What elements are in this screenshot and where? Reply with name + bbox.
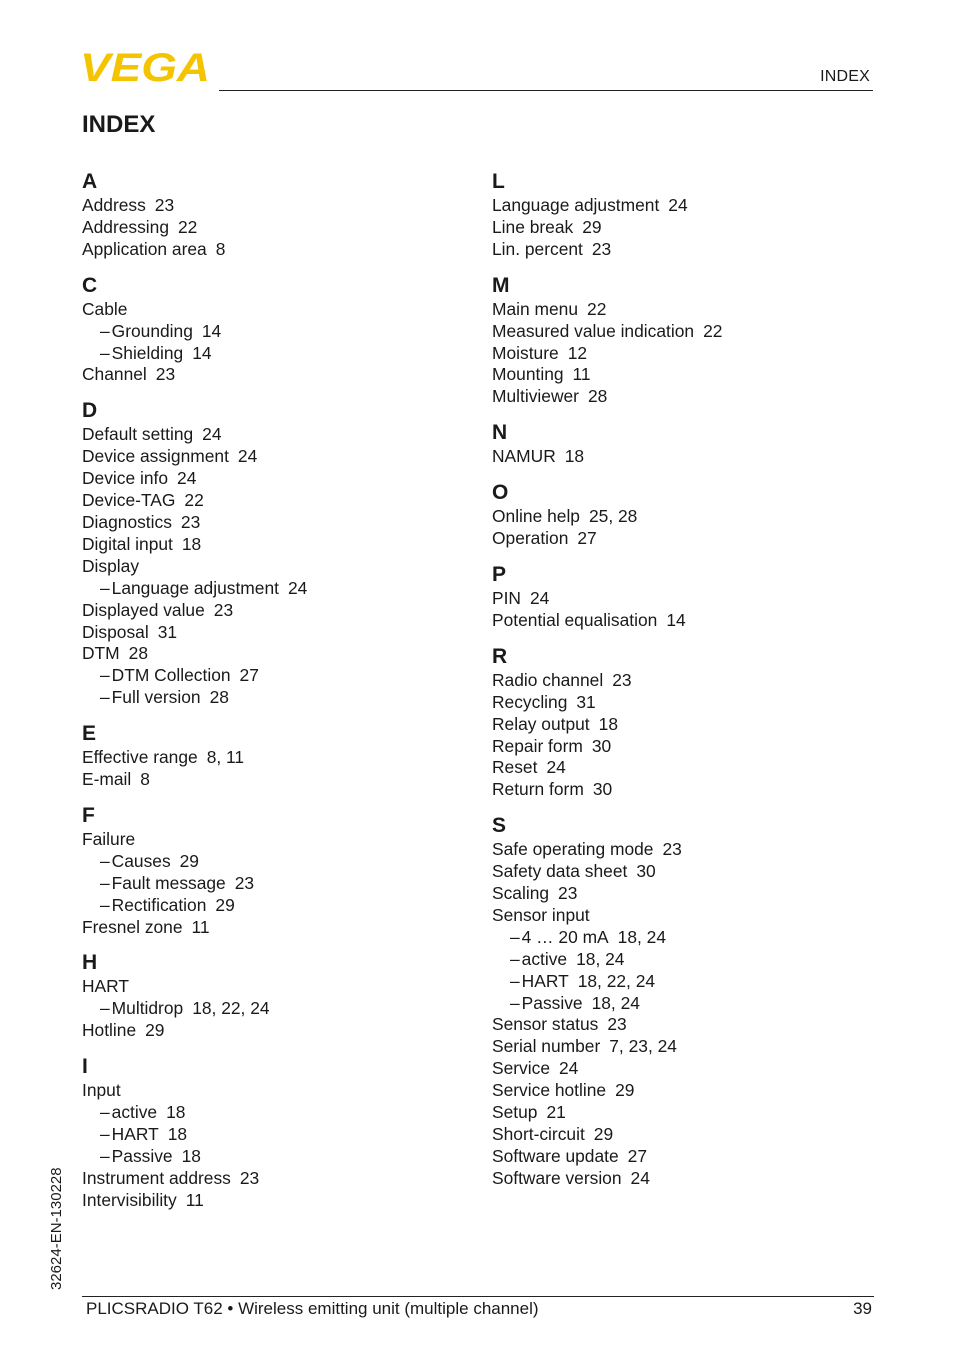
index-group xyxy=(492,562,872,632)
index-entry xyxy=(82,600,462,622)
index-entry xyxy=(492,779,872,801)
index-subentry xyxy=(82,998,462,1020)
index-entry xyxy=(82,556,462,578)
index-term: Main menu xyxy=(492,298,579,319)
subentry-dash: – xyxy=(510,948,520,969)
index-entry xyxy=(82,1020,462,1042)
index-entry xyxy=(82,512,462,534)
index-term: Digital input xyxy=(82,533,173,554)
index-entry xyxy=(492,364,872,386)
index-term: Sensor status xyxy=(492,1014,599,1035)
subentry-dash: – xyxy=(100,687,110,708)
index-entry xyxy=(492,1036,872,1058)
index-page-refs: 14 xyxy=(201,320,222,341)
index-group xyxy=(82,169,462,261)
index-page-refs: 31 xyxy=(157,621,178,642)
index-term: 4 … 20 mA xyxy=(521,926,609,947)
index-subentry xyxy=(82,1102,462,1124)
index-term: Shielding xyxy=(111,342,184,363)
index-letter: H xyxy=(82,951,98,975)
subentry-dash: – xyxy=(510,926,520,947)
index-page-refs: 22 xyxy=(703,320,723,341)
index-page-refs: 29 xyxy=(179,850,199,871)
index-page-refs: 23 xyxy=(607,1014,627,1035)
index-entry xyxy=(492,1146,872,1168)
index-page-refs: 23 xyxy=(180,511,201,532)
index-entry xyxy=(82,534,462,556)
index-page-refs: 11 xyxy=(191,916,210,937)
index-group xyxy=(492,169,872,261)
index-page-refs: 12 xyxy=(567,342,588,363)
index-term: Potential equalisation xyxy=(492,609,658,630)
index-term: Moisture xyxy=(492,342,559,363)
subentry-dash: – xyxy=(100,1145,110,1166)
index-page-refs: 24 xyxy=(668,195,688,215)
index-term: DTM xyxy=(82,643,120,664)
index-entry xyxy=(82,364,462,386)
index-entry xyxy=(492,861,872,883)
index-term: Service hotline xyxy=(492,1080,607,1101)
index-entry xyxy=(492,1124,872,1146)
index-entry xyxy=(492,670,872,692)
index-letter: O xyxy=(492,481,509,505)
subentry-dash: – xyxy=(100,894,110,915)
index-term: Repair form xyxy=(492,735,583,756)
index-entry xyxy=(82,217,462,239)
index-letter: D xyxy=(82,399,98,423)
index-entry xyxy=(82,643,462,665)
index-entry xyxy=(82,299,462,321)
index-group xyxy=(492,813,872,1190)
index-page-refs: 24 xyxy=(530,587,550,608)
index-entry xyxy=(492,217,872,239)
index-page-refs: 8 xyxy=(215,238,226,259)
index-page-refs: 22 xyxy=(587,298,607,319)
index-page-refs: 18 xyxy=(167,1124,188,1144)
index-term: Instrument address xyxy=(82,1167,231,1188)
index-term: E-mail xyxy=(82,769,132,790)
index-page-refs: 30 xyxy=(592,779,613,800)
index-term: Displayed value xyxy=(82,599,205,620)
index-letter: A xyxy=(82,170,98,193)
index-group xyxy=(82,1054,462,1211)
index-page-refs: 27 xyxy=(239,665,259,686)
index-subentry xyxy=(82,343,462,365)
index-term: Sensor input xyxy=(492,904,590,925)
index-entry xyxy=(82,1190,462,1212)
index-term: Disposal xyxy=(82,621,149,642)
index-page-refs: 27 xyxy=(577,528,597,549)
index-term: Multidrop xyxy=(111,998,184,1019)
index-page-refs: 29 xyxy=(215,894,235,915)
index-group xyxy=(82,273,462,387)
page-title: INDEX xyxy=(82,111,156,138)
index-term: Rectification xyxy=(111,894,207,915)
index-page-refs: 18, 24 xyxy=(617,926,667,947)
index-page-refs: 18 xyxy=(166,1102,186,1123)
index-page-refs: 22 xyxy=(184,490,204,511)
index-page-refs: 24 xyxy=(630,1167,650,1188)
subentry-dash: – xyxy=(100,850,110,871)
index-term: Radio channel xyxy=(492,669,604,690)
index-term: active xyxy=(521,948,568,969)
index-page-refs: 24 xyxy=(202,424,222,445)
index-term: Default setting xyxy=(82,424,194,445)
footer-rule xyxy=(82,1296,874,1297)
index-term: Relay output xyxy=(492,713,590,734)
index-group xyxy=(492,480,872,550)
subentry-dash: – xyxy=(100,1124,110,1144)
index-page-refs: 24 xyxy=(559,1058,579,1079)
index-group xyxy=(492,644,872,801)
index-letter: I xyxy=(82,1055,88,1079)
index-entry xyxy=(82,622,462,644)
index-term: Mounting xyxy=(492,364,564,385)
index-entry xyxy=(492,506,872,528)
footer-document-title: PLICSRADIO T62 • Wireless emitting unit (multiple channel) xyxy=(86,1299,539,1318)
index-entry xyxy=(492,528,872,550)
index-term: Software version xyxy=(492,1167,622,1188)
index-entry xyxy=(492,239,872,261)
subentry-dash: – xyxy=(510,992,520,1013)
index-entry xyxy=(492,1168,872,1190)
index-page-refs: 8, 11 xyxy=(206,747,245,768)
index-term: Channel xyxy=(82,364,147,385)
index-subentry xyxy=(82,851,462,873)
index-entry xyxy=(492,757,872,779)
index-term: Service xyxy=(492,1058,550,1079)
index-term: Scaling xyxy=(492,883,550,904)
index-entry xyxy=(492,321,872,343)
index-column-left xyxy=(82,163,462,1224)
index-page-refs: 23 xyxy=(558,883,578,904)
index-entry xyxy=(492,1014,872,1036)
index-letter: L xyxy=(492,170,505,193)
index-group xyxy=(492,273,872,409)
index-page-refs: 27 xyxy=(627,1145,647,1166)
index-term: Hotline xyxy=(82,1020,137,1041)
index-entry xyxy=(492,588,872,610)
header-rule xyxy=(219,90,873,91)
index-term: Input xyxy=(82,1080,121,1101)
index-page-refs: 29 xyxy=(582,216,602,237)
subentry-dash: – xyxy=(510,970,520,991)
index-page-refs: 18, 24 xyxy=(591,992,640,1013)
index-page-refs: 21 xyxy=(546,1102,566,1123)
index-term: Language adjustment xyxy=(492,195,660,215)
index-entry xyxy=(82,829,462,851)
index-page-refs: 23 xyxy=(154,195,175,215)
index-term: Software update xyxy=(492,1145,619,1166)
index-subentry xyxy=(492,993,872,1015)
subentry-dash: – xyxy=(100,872,110,893)
index-term: Cable xyxy=(82,298,128,319)
index-term: Line break xyxy=(492,216,574,237)
index-entry xyxy=(492,610,872,632)
index-term: Effective range xyxy=(82,747,198,768)
index-term: Serial number xyxy=(492,1036,601,1057)
index-letter: S xyxy=(492,814,507,838)
index-page-refs: 18, 24 xyxy=(576,948,625,969)
subentry-dash: – xyxy=(100,320,110,341)
index-entry xyxy=(492,736,872,758)
document-code: 32624-EN-130228 xyxy=(48,1167,65,1290)
index-page-refs: 29 xyxy=(145,1020,165,1041)
index-column-right xyxy=(492,163,872,1202)
index-term: Recycling xyxy=(492,691,568,712)
index-letter: E xyxy=(82,722,97,746)
index-page-refs: 11 xyxy=(185,1189,204,1210)
header-section-label: INDEX xyxy=(820,68,870,85)
index-term: Lin. percent xyxy=(492,238,583,259)
index-term: HART xyxy=(82,976,130,997)
index-entry xyxy=(82,195,462,217)
index-group xyxy=(82,398,462,709)
logo-text: VEGA xyxy=(80,50,210,84)
index-subentry xyxy=(82,321,462,343)
index-term: Passive xyxy=(521,992,583,1013)
index-term: Diagnostics xyxy=(82,511,172,532)
index-term: Safe operating mode xyxy=(492,839,654,860)
index-page-refs: 7, 23, 24 xyxy=(609,1036,677,1057)
index-entry xyxy=(492,446,872,468)
index-page-refs: 28 xyxy=(128,643,149,664)
index-subentry xyxy=(82,687,462,709)
index-page-refs: 23 xyxy=(239,1167,260,1188)
index-term: Language adjustment xyxy=(111,577,279,598)
index-page-refs: 18 xyxy=(564,446,585,467)
index-letter: C xyxy=(82,273,98,297)
index-page-refs: 23 xyxy=(591,238,612,259)
index-entry xyxy=(82,747,462,769)
index-page-refs: 29 xyxy=(593,1124,614,1144)
index-page-refs: 23 xyxy=(155,364,176,385)
index-entry xyxy=(82,769,462,791)
index-term: Intervisibility xyxy=(82,1189,177,1210)
index-page-refs: 18 xyxy=(598,713,618,734)
index-term: Full version xyxy=(111,687,201,708)
index-page-refs: 18 xyxy=(181,1145,201,1166)
index-term: Safety data sheet xyxy=(492,861,628,882)
index-entry xyxy=(492,299,872,321)
index-page-refs: 18 xyxy=(181,533,202,554)
index-page-refs: 29 xyxy=(615,1080,635,1101)
index-term: Setup xyxy=(492,1102,538,1123)
index-entry xyxy=(82,490,462,512)
index-entry xyxy=(82,239,462,261)
index-term: Multiviewer xyxy=(492,386,579,407)
index-page-refs: 23 xyxy=(662,839,682,860)
index-term: HART xyxy=(111,1124,159,1144)
index-term: Passive xyxy=(111,1145,173,1166)
index-letter: P xyxy=(492,562,507,586)
index-entry xyxy=(492,195,872,217)
footer-page-number: 39 xyxy=(853,1299,872,1318)
index-term: PIN xyxy=(492,587,521,608)
index-subentry xyxy=(492,927,872,949)
index-entry xyxy=(82,1080,462,1102)
subentry-dash: – xyxy=(100,998,110,1019)
index-term: Causes xyxy=(111,850,171,871)
index-page-refs: 23 xyxy=(612,669,632,690)
index-subentry xyxy=(82,1124,462,1146)
index-entry xyxy=(82,917,462,939)
index-group xyxy=(82,721,462,791)
vega-logo xyxy=(80,50,212,84)
subentry-dash: – xyxy=(100,665,110,686)
index-page-refs: 28 xyxy=(209,687,229,708)
index-term: DTM Collection xyxy=(111,665,231,686)
index-term: Device-TAG xyxy=(82,490,176,511)
index-term: Failure xyxy=(82,828,136,849)
index-page-refs: 24 xyxy=(177,468,197,489)
index-term: Grounding xyxy=(111,320,193,341)
index-term: NAMUR xyxy=(492,446,556,467)
index-term: active xyxy=(111,1102,158,1123)
index-term: Display xyxy=(82,555,140,576)
subentry-dash: – xyxy=(100,1102,110,1123)
index-term: Fresnel zone xyxy=(82,916,183,937)
index-subentry xyxy=(492,971,872,993)
index-page-refs: 11 xyxy=(572,364,591,385)
index-page-refs: 28 xyxy=(587,386,608,407)
index-entry xyxy=(492,883,872,905)
index-entry xyxy=(492,714,872,736)
index-page-refs: 24 xyxy=(237,446,258,467)
index-letter: F xyxy=(82,803,95,827)
index-entry xyxy=(492,1080,872,1102)
index-entry xyxy=(492,1102,872,1124)
index-letter: R xyxy=(492,644,508,668)
index-term: Address xyxy=(82,195,146,215)
index-term: Online help xyxy=(492,506,580,527)
index-entry xyxy=(82,468,462,490)
index-subentry xyxy=(82,873,462,895)
index-page-refs: 22 xyxy=(178,216,198,237)
index-page-refs: 24 xyxy=(546,757,566,778)
index-term: Short-circuit xyxy=(492,1124,585,1144)
index-term: Application area xyxy=(82,238,207,259)
index-page-refs: 23 xyxy=(213,599,234,620)
index-page-refs: 8 xyxy=(140,769,150,790)
index-term: Device assignment xyxy=(82,446,229,467)
index-term: Return form xyxy=(492,779,584,800)
index-entry xyxy=(492,1058,872,1080)
index-term: Addressing xyxy=(82,216,170,237)
index-term: Measured value indication xyxy=(492,320,695,341)
index-entry xyxy=(492,905,872,927)
index-entry xyxy=(82,976,462,998)
index-group xyxy=(82,950,462,1042)
index-term: HART xyxy=(521,970,569,991)
index-page-refs: 30 xyxy=(591,735,612,756)
index-term: Fault message xyxy=(111,872,226,893)
index-page-refs: 25, 28 xyxy=(588,506,638,527)
index-entry xyxy=(492,386,872,408)
index-subentry xyxy=(82,1146,462,1168)
index-entry xyxy=(492,839,872,861)
index-page-refs: 31 xyxy=(576,691,596,712)
index-term: Reset xyxy=(492,757,538,778)
index-page-refs: 18, 22, 24 xyxy=(577,970,656,991)
index-page-refs: 24 xyxy=(287,577,308,598)
index-page-refs: 23 xyxy=(234,872,255,893)
index-letter: N xyxy=(492,421,508,445)
index-subentry xyxy=(492,949,872,971)
index-term: Device info xyxy=(82,468,169,489)
index-subentry xyxy=(82,665,462,687)
index-entry xyxy=(492,343,872,365)
index-entry xyxy=(82,424,462,446)
subentry-dash: – xyxy=(100,577,110,598)
index-subentry xyxy=(82,578,462,600)
index-term: Operation xyxy=(492,528,569,549)
index-group xyxy=(82,803,462,939)
index-entry xyxy=(82,446,462,468)
index-entry xyxy=(82,1168,462,1190)
index-entry xyxy=(492,692,872,714)
index-page-refs: 18, 22, 24 xyxy=(192,998,270,1019)
index-page-refs: 30 xyxy=(636,861,656,882)
index-letter: M xyxy=(492,273,510,297)
index-page-refs: 14 xyxy=(192,342,212,363)
index-group xyxy=(492,420,872,468)
index-page-refs: 14 xyxy=(666,609,686,630)
subentry-dash: – xyxy=(100,342,110,363)
index-subentry xyxy=(82,895,462,917)
